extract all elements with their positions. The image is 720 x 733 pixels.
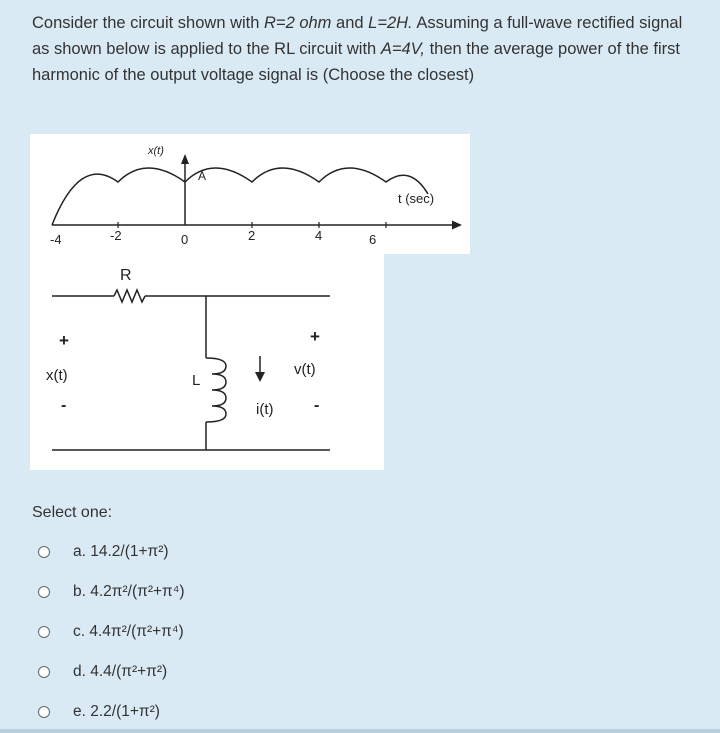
answer-options (38, 532, 185, 732)
amplitude-axis-arrow (181, 154, 189, 164)
option-text: 4.4/(π²+π²) (90, 663, 168, 680)
waveform-plot (30, 134, 470, 254)
inductance-value: L=2H. (368, 14, 413, 32)
source-label: x(t) (46, 367, 68, 384)
option-b[interactable] (38, 572, 185, 612)
x-axis-label: t (sec) (398, 191, 435, 206)
question-text (32, 10, 702, 88)
circuit-figure (30, 254, 384, 470)
option-e[interactable] (38, 692, 185, 732)
option-c[interactable] (38, 612, 185, 652)
question-part: Assuming a full-wave rectified signal as shown below is applied to the RL circuit with (32, 14, 683, 58)
tick-label: 4 (315, 228, 323, 243)
resistor (114, 290, 145, 302)
time-axis-arrow (452, 221, 462, 230)
option-text: 4.2π²/(π²+π⁴) (90, 583, 185, 600)
output-minus-sign: - (314, 397, 320, 414)
question-part: and (331, 14, 369, 32)
amplitude-label: A (198, 169, 207, 183)
option-a[interactable] (38, 532, 185, 572)
output-label: v(t) (294, 361, 316, 378)
tick-label: -4 (50, 232, 62, 247)
current-label: i(t) (256, 401, 274, 418)
option-letter: e. (73, 703, 86, 720)
option-text: 4.4π²/(π²+π⁴) (89, 623, 184, 640)
option-letter: b. (73, 583, 86, 600)
rectified-waveform (52, 168, 428, 225)
tick-label: 2 (248, 228, 256, 243)
y-axis-label: x(t) (148, 145, 164, 157)
select-one-label: Select one: (32, 504, 113, 521)
option-d[interactable] (38, 652, 185, 692)
bottom-border (0, 729, 720, 733)
resistance-value: R=2 ohm (264, 14, 332, 32)
current-arrow-head (255, 372, 265, 382)
tick-label: 0 (181, 232, 189, 247)
radio-button[interactable] (38, 626, 50, 638)
inductor-label: L (192, 372, 201, 389)
question-part: then the average power of the first harmonic of the output voltage signal is (Choose the closest) (32, 40, 680, 84)
amplitude-value: A=4V, (380, 40, 425, 58)
radio-button[interactable] (38, 546, 50, 558)
waveform-figure (30, 134, 470, 254)
option-text: 14.2/(1+π²) (90, 543, 169, 560)
tick-label: -2 (110, 228, 122, 243)
question-part: Consider the circuit shown with (32, 14, 265, 32)
radio-button[interactable] (38, 586, 50, 598)
source-plus-sign: + (59, 331, 69, 350)
rl-circuit (30, 254, 384, 470)
option-text: 2.2/(1+π²) (90, 703, 160, 720)
source-minus-sign: - (61, 397, 67, 414)
radio-button[interactable] (38, 666, 50, 678)
resistor-label: R (120, 267, 132, 284)
radio-button[interactable] (38, 706, 50, 718)
tick-label: 6 (369, 232, 377, 247)
option-letter: c. (73, 623, 86, 640)
output-plus-sign: + (310, 327, 320, 346)
option-letter: a. (73, 543, 86, 560)
inductor (206, 358, 226, 422)
option-letter: d. (73, 663, 86, 680)
